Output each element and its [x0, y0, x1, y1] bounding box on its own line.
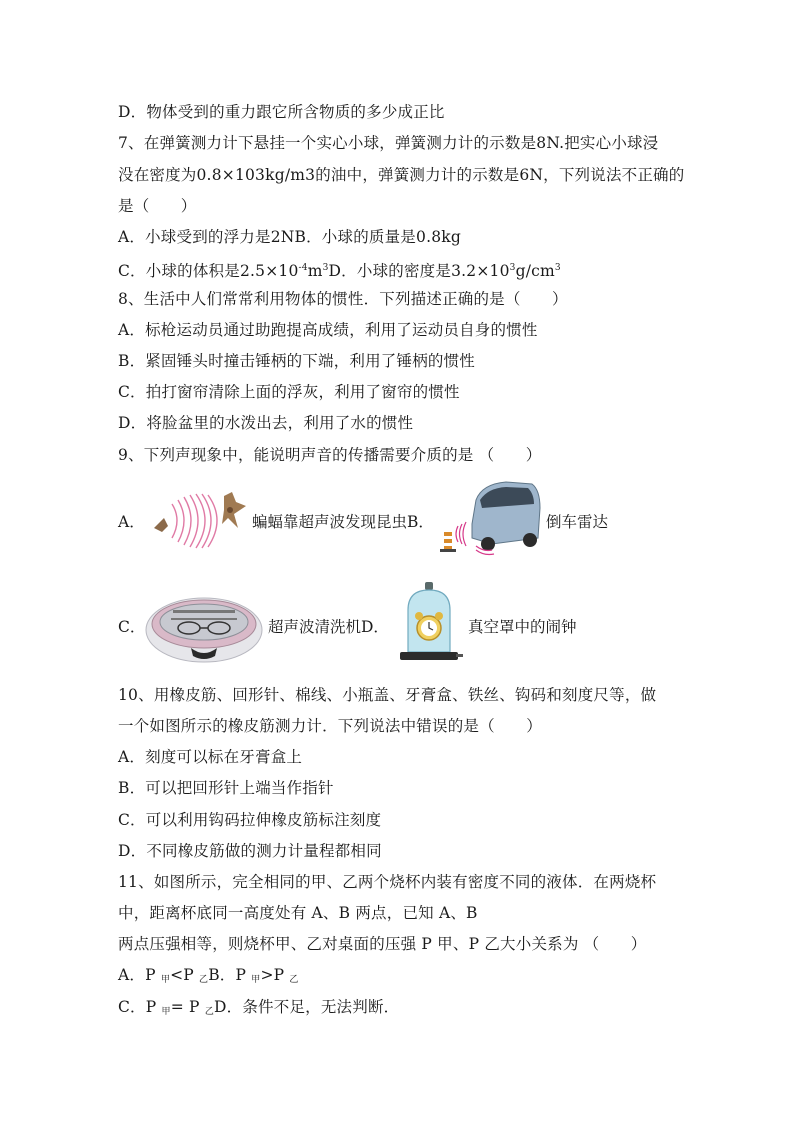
reversing-radar-car-image — [432, 478, 542, 558]
q7-options-cd — [118, 258, 561, 281]
q11-options-ab — [118, 965, 299, 990]
q11a-sub: 甲 — [160, 975, 171, 985]
q7d-exp2: 3 — [554, 263, 561, 273]
q11a-text: A．P — [118, 966, 161, 984]
ultrasonic-cleaner-image — [143, 586, 265, 666]
q11c-sub2: 乙 — [204, 1007, 215, 1017]
q7c-exp2: 3 — [322, 263, 329, 273]
q11b-text: B．P — [208, 966, 252, 984]
q11c-text: C．P — [118, 998, 162, 1016]
q11-stem-line3: 两点压强相等，则烧杯甲、乙对桌面的压强 P 甲、P 乙大小关系为 （ ） — [118, 935, 647, 953]
q11b-sub2: 乙 — [289, 975, 299, 985]
q10-option-d: D．不同橡皮筋做的测力计量程都相同 — [118, 842, 382, 860]
q8-option-b: B．紧固锤头时撞击锤柄的下端，利用了锤柄的惯性 — [118, 352, 475, 370]
q7-options-ab: A．小球受到的浮力是2NB．小球的质量是0.8kg — [118, 228, 461, 246]
q7d-unit: g/cm — [515, 262, 555, 280]
q10-stem-line1: 10、用橡皮筋、回形针、棉线、小瓶盖、牙膏盒、铁丝、钩码和刻度尺等，做 — [118, 686, 657, 704]
q7d-exp: 3 — [509, 263, 516, 273]
q11b-cmp: >P — [260, 966, 290, 984]
q11-options-cd — [118, 997, 399, 1022]
q7d-text: D．小球的密度是3.2×10 — [328, 262, 510, 280]
q9-option-a-caption: 蝙蝠靠超声波发现昆虫B． — [252, 513, 434, 531]
q11c-sub: 甲 — [161, 1007, 171, 1017]
q11b-sub: 甲 — [251, 975, 261, 985]
q8-option-d: D．将脸盆里的水泼出去，利用了水的惯性 — [118, 414, 414, 432]
q8-option-c: C．拍打窗帘清除上面的浮灰，利用了窗帘的惯性 — [118, 383, 460, 401]
q11d-text: D．条件不足，无法判断． — [214, 998, 400, 1016]
q7c-unit: m — [307, 262, 323, 280]
q9-stem: 9、下列声现象中，能说明声音的传播需要介质的是 （ ） — [118, 446, 542, 464]
q9-option-d-caption: 真空罩中的闹钟 — [468, 618, 577, 636]
q7-stem-line2: 没在密度为0.8×103kg/m3的油中，弹簧测力计的示数是6N，下列说法不正确的 — [118, 166, 685, 184]
q9-option-b-caption: 倒车雷达 — [546, 513, 609, 531]
q11-stem-line2: 中，距离杯底同一高度处有 A、B 两点，已知 A、B — [118, 904, 478, 922]
q8-stem: 8、生活中人们常常利用物体的惯性．下列描述正确的是（ ） — [118, 290, 568, 308]
vacuum-bell-jar-alarm-clock-image — [394, 580, 464, 668]
q9-option-c-caption: 超声波清洗机D． — [268, 618, 389, 636]
q7c-exp: -4 — [298, 263, 308, 273]
q7-stem-line3: 是（ ） — [118, 197, 197, 215]
q8-option-a: A．标枪运动员通过助跑提高成绩，利用了运动员自身的惯性 — [118, 321, 538, 339]
q6-option-d: D．物体受到的重力跟它所含物质的多少成正比 — [118, 103, 445, 121]
q11a-sub2: 乙 — [199, 975, 209, 985]
q7c-text: C．小球的体积是2.5×10 — [118, 262, 299, 280]
bat-ultrasound-image — [150, 488, 250, 550]
q10-option-c: C．可以利用钩码拉伸橡皮筋标注刻度 — [118, 811, 382, 829]
q10-option-b: B．可以把回形针上端当作指针 — [118, 779, 334, 797]
q9-option-c-label: C． — [118, 618, 146, 636]
q10-stem-line2: 一个如图所示的橡皮筋测力计．下列说法中错误的是（ ） — [118, 717, 542, 735]
q11a-cmp: <P — [170, 966, 200, 984]
q10-option-a: A．刻度可以标在牙膏盒上 — [118, 748, 303, 766]
q9-option-a-label: A． — [118, 513, 145, 531]
q7-stem-line1: 7、在弹簧测力计下悬挂一个实心小球，弹簧测力计的示数是8N.把实心小球浸 — [118, 134, 659, 152]
q11-stem-line1: 11、如图所示，完全相同的甲、乙两个烧杯内装有密度不同的液体．在两烧杯 — [118, 873, 657, 891]
q11c-cmp: = P — [170, 998, 205, 1016]
